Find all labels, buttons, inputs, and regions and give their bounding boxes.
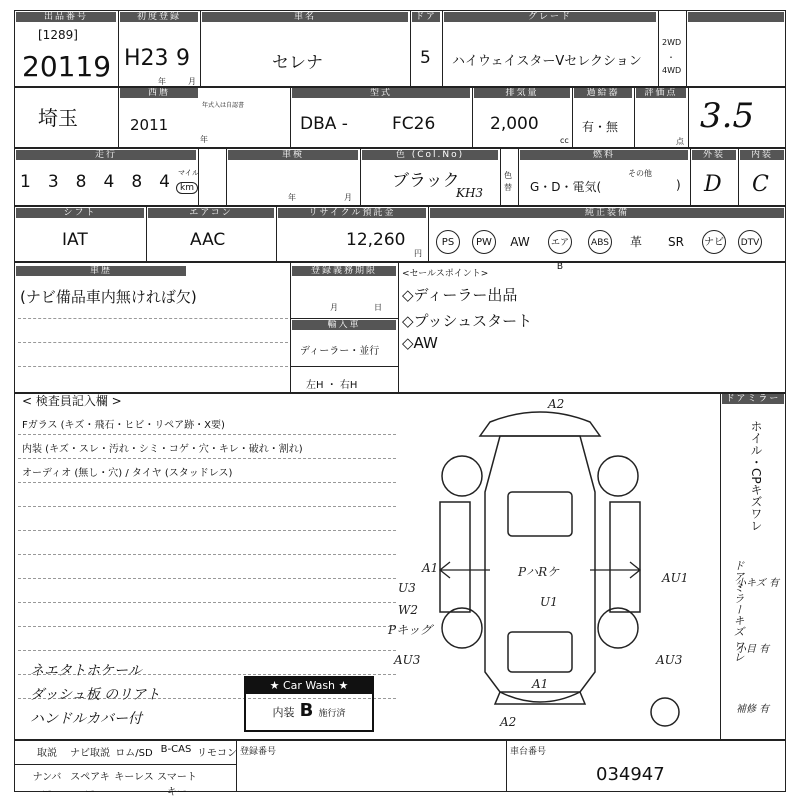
shift: IAT (62, 230, 88, 250)
mileage-label: 走行 (16, 150, 196, 160)
drive-dot: ・ (667, 53, 675, 62)
acc-smart-key: スマートキー (157, 772, 197, 798)
rear-bumper (495, 692, 585, 704)
wheel-rl (442, 608, 482, 648)
displacement-label: 排気量 (474, 88, 570, 98)
chassis-number: 034947 (596, 764, 665, 785)
fuel-other: その他 (628, 169, 652, 178)
name-label: 車名 (202, 12, 408, 22)
carwash-note: 施行済 (318, 709, 346, 719)
region: 埼玉 (38, 106, 78, 130)
equip-dtv: DTV (738, 230, 762, 254)
grade-label: グレード (444, 12, 656, 22)
handwritten-1: ネエタトホケール (30, 663, 142, 679)
wheel-rr (598, 608, 638, 648)
import-label: 輸入車 (292, 320, 396, 330)
model-code: FC26 (392, 114, 436, 134)
recycle-label: リサイクル預託金 (278, 208, 426, 218)
mark-au3-right: AU3 (656, 653, 683, 667)
carwash-label: 内装 (272, 706, 295, 719)
sales-point-2: ◇プッシュスタート (402, 312, 533, 330)
ac-label: エアコン (148, 208, 274, 218)
equip-ps: PS (436, 230, 460, 254)
sales-label: <セールスポイント> (402, 269, 489, 279)
carwash-grade: B (299, 700, 314, 721)
lot-bracket: [1289] (38, 28, 78, 42)
acc-keyless: キーレス (114, 772, 154, 783)
year-unit: 年 (158, 77, 166, 86)
car-body (485, 436, 595, 692)
color-label: 色 (Col.No) (362, 150, 498, 160)
shift-label: シフト (16, 208, 144, 218)
acc-remote: リモコン (197, 748, 237, 759)
history-row (14, 262, 786, 394)
mark-a2-rear: A2 (500, 715, 517, 729)
mark-a1: A1 (422, 561, 439, 575)
recycle-unit: 円 (414, 249, 422, 258)
side-note-2: ドアミラーキズ ワレ (732, 560, 745, 663)
color-code: KH3 (456, 186, 484, 200)
reg-number-label: 登録番号 (240, 747, 277, 757)
fuel-close: ) (676, 178, 681, 192)
fuel: G・D・電気( (530, 180, 602, 194)
inspection-month: 月 (344, 193, 352, 202)
year-note: 年式入は自認書 (202, 102, 245, 109)
ext-label: 外装 (692, 150, 736, 160)
drive-4wd: 4WD (662, 66, 682, 75)
acc-spare-key: スペアキー (70, 772, 110, 798)
drive-2wd: 2WD (662, 38, 682, 47)
acc-manual: 取説 (37, 748, 57, 759)
cc-unit: cc (560, 136, 569, 145)
mark-w2: W2 (398, 603, 418, 617)
first-reg: H23 (124, 46, 169, 71)
color-change-label: 色替 (504, 171, 512, 192)
lot-label: 出品番号 (16, 12, 116, 22)
mark-u1: U1 (540, 595, 558, 609)
turbo: 有・無 (582, 120, 619, 134)
steering: 左H ・ 右H (306, 380, 358, 391)
mark-a1-rear: A1 (532, 677, 549, 691)
acc-bcas: B-CAS (160, 744, 192, 755)
wheel-fr (598, 456, 638, 496)
wheel-fl (442, 456, 482, 496)
displacement: 2,000 (490, 114, 539, 134)
doors: 5 (420, 48, 431, 68)
color: ブラック (392, 171, 460, 191)
front-bumper (480, 412, 600, 436)
handwritten-2: ダッシュ板 のリアト (30, 687, 161, 703)
mile-unit: マイル (178, 169, 199, 177)
accessory-grid (28, 744, 237, 798)
equip-label: 純正装備 (430, 208, 784, 218)
side-note-4: 小目 有 (736, 644, 770, 655)
import-type: ディーラー・並行 (300, 346, 380, 357)
car-diagram (380, 392, 720, 740)
model-label: 型式 (292, 88, 470, 98)
acc-plate: ナンバー (32, 772, 62, 798)
left-doors (440, 502, 470, 612)
sales-point-3: ◇AW (402, 334, 438, 352)
handwritten-3: ハンドルカバー付 (30, 711, 142, 727)
mark-pkig: Pキッグ (388, 623, 432, 637)
model-prefix: DBA - (300, 114, 348, 134)
reg-label: 登録義務期限 (292, 266, 396, 276)
inspector-line-2: 内装 (キズ・スレ・汚れ・シミ・コゲ・穴・キレ・破れ・割れ) (22, 444, 303, 455)
recycle: 12,260 (346, 230, 406, 250)
turbo-label: 過給器 (574, 88, 632, 98)
score-label: 評価点 (636, 88, 686, 98)
grade: ハイウェイスターVセレクション (452, 54, 642, 69)
point-unit: 点 (676, 137, 684, 146)
spare-wheel (651, 698, 679, 726)
rear-window (508, 632, 572, 672)
equip-sr: SR (668, 235, 684, 249)
mileage: 1 3 8 4 8 4 (20, 172, 170, 192)
lot-number: 20119 (22, 50, 112, 83)
side-note-1: ホイル・CPキズワレ (749, 420, 763, 532)
history-label: 車歴 (16, 266, 186, 276)
side-note-3: 小キズ 有 (736, 578, 779, 589)
history-note: (ナビ備品車内無ければ欠) (20, 288, 197, 306)
equip-abs: ABS (588, 230, 612, 254)
mark-a2-top: A2 (548, 397, 565, 411)
year-unit-2: 年 (200, 135, 208, 144)
equip-airbag: エアB (548, 230, 572, 254)
mark-au1: AU1 (662, 571, 689, 585)
equip-aw: AW (510, 235, 530, 249)
carwash-title: ★ Car Wash ★ (246, 678, 372, 694)
int-grade: C (752, 172, 769, 197)
mark-u3: U3 (398, 581, 416, 595)
score: 3.5 (700, 96, 755, 136)
inspection-year: 年 (288, 193, 296, 202)
model-year: 2011 (130, 116, 169, 134)
chassis-label: 車台番号 (510, 747, 547, 757)
right-doors (610, 502, 640, 612)
windshield (508, 492, 572, 536)
doors-label: ドア (412, 12, 440, 22)
ac: AAC (190, 230, 226, 250)
int-label: 内装 (740, 150, 784, 160)
inspector-line-1: Fガラス (キズ・飛石・ヒビ・リペア跡・X要) (22, 420, 225, 431)
acc-rom-sd: ロム/SD (115, 748, 153, 759)
inspection-label: 車検 (228, 150, 358, 160)
side-note-5: 補修 有 (736, 704, 770, 715)
reg-month: 月 (330, 303, 338, 312)
ext-grade: D (704, 172, 722, 197)
km-unit: km (176, 182, 198, 194)
mark-au3-left: AU3 (394, 653, 421, 667)
equip-navi: ナビ (702, 230, 726, 254)
inspector-line-3: オーディオ (無し・穴) / タイヤ (スタッドレス) (22, 468, 233, 479)
month-unit: 月 (188, 77, 196, 86)
first-reg-label: 初度登録 (120, 12, 198, 22)
equip-leather: 革 (629, 235, 642, 249)
header-corner (688, 12, 784, 22)
year-label: 西暦 (120, 88, 198, 98)
equip-pw: PW (472, 230, 496, 254)
sales-point-1: ◇ディーラー出品 (402, 286, 518, 304)
side-notes-header: ドアミラー (722, 394, 784, 404)
reg-day: 日 (374, 303, 382, 312)
first-reg-month: 9 (176, 46, 190, 71)
inspector-title: < 検査員記入欄 > (22, 394, 122, 408)
carwash-stamp (244, 676, 374, 732)
acc-navi-manual: ナビ取説 (70, 748, 110, 759)
car-name: セレナ (272, 53, 323, 73)
mark-center: PハRケ (518, 565, 560, 579)
fuel-label: 燃料 (520, 150, 688, 160)
